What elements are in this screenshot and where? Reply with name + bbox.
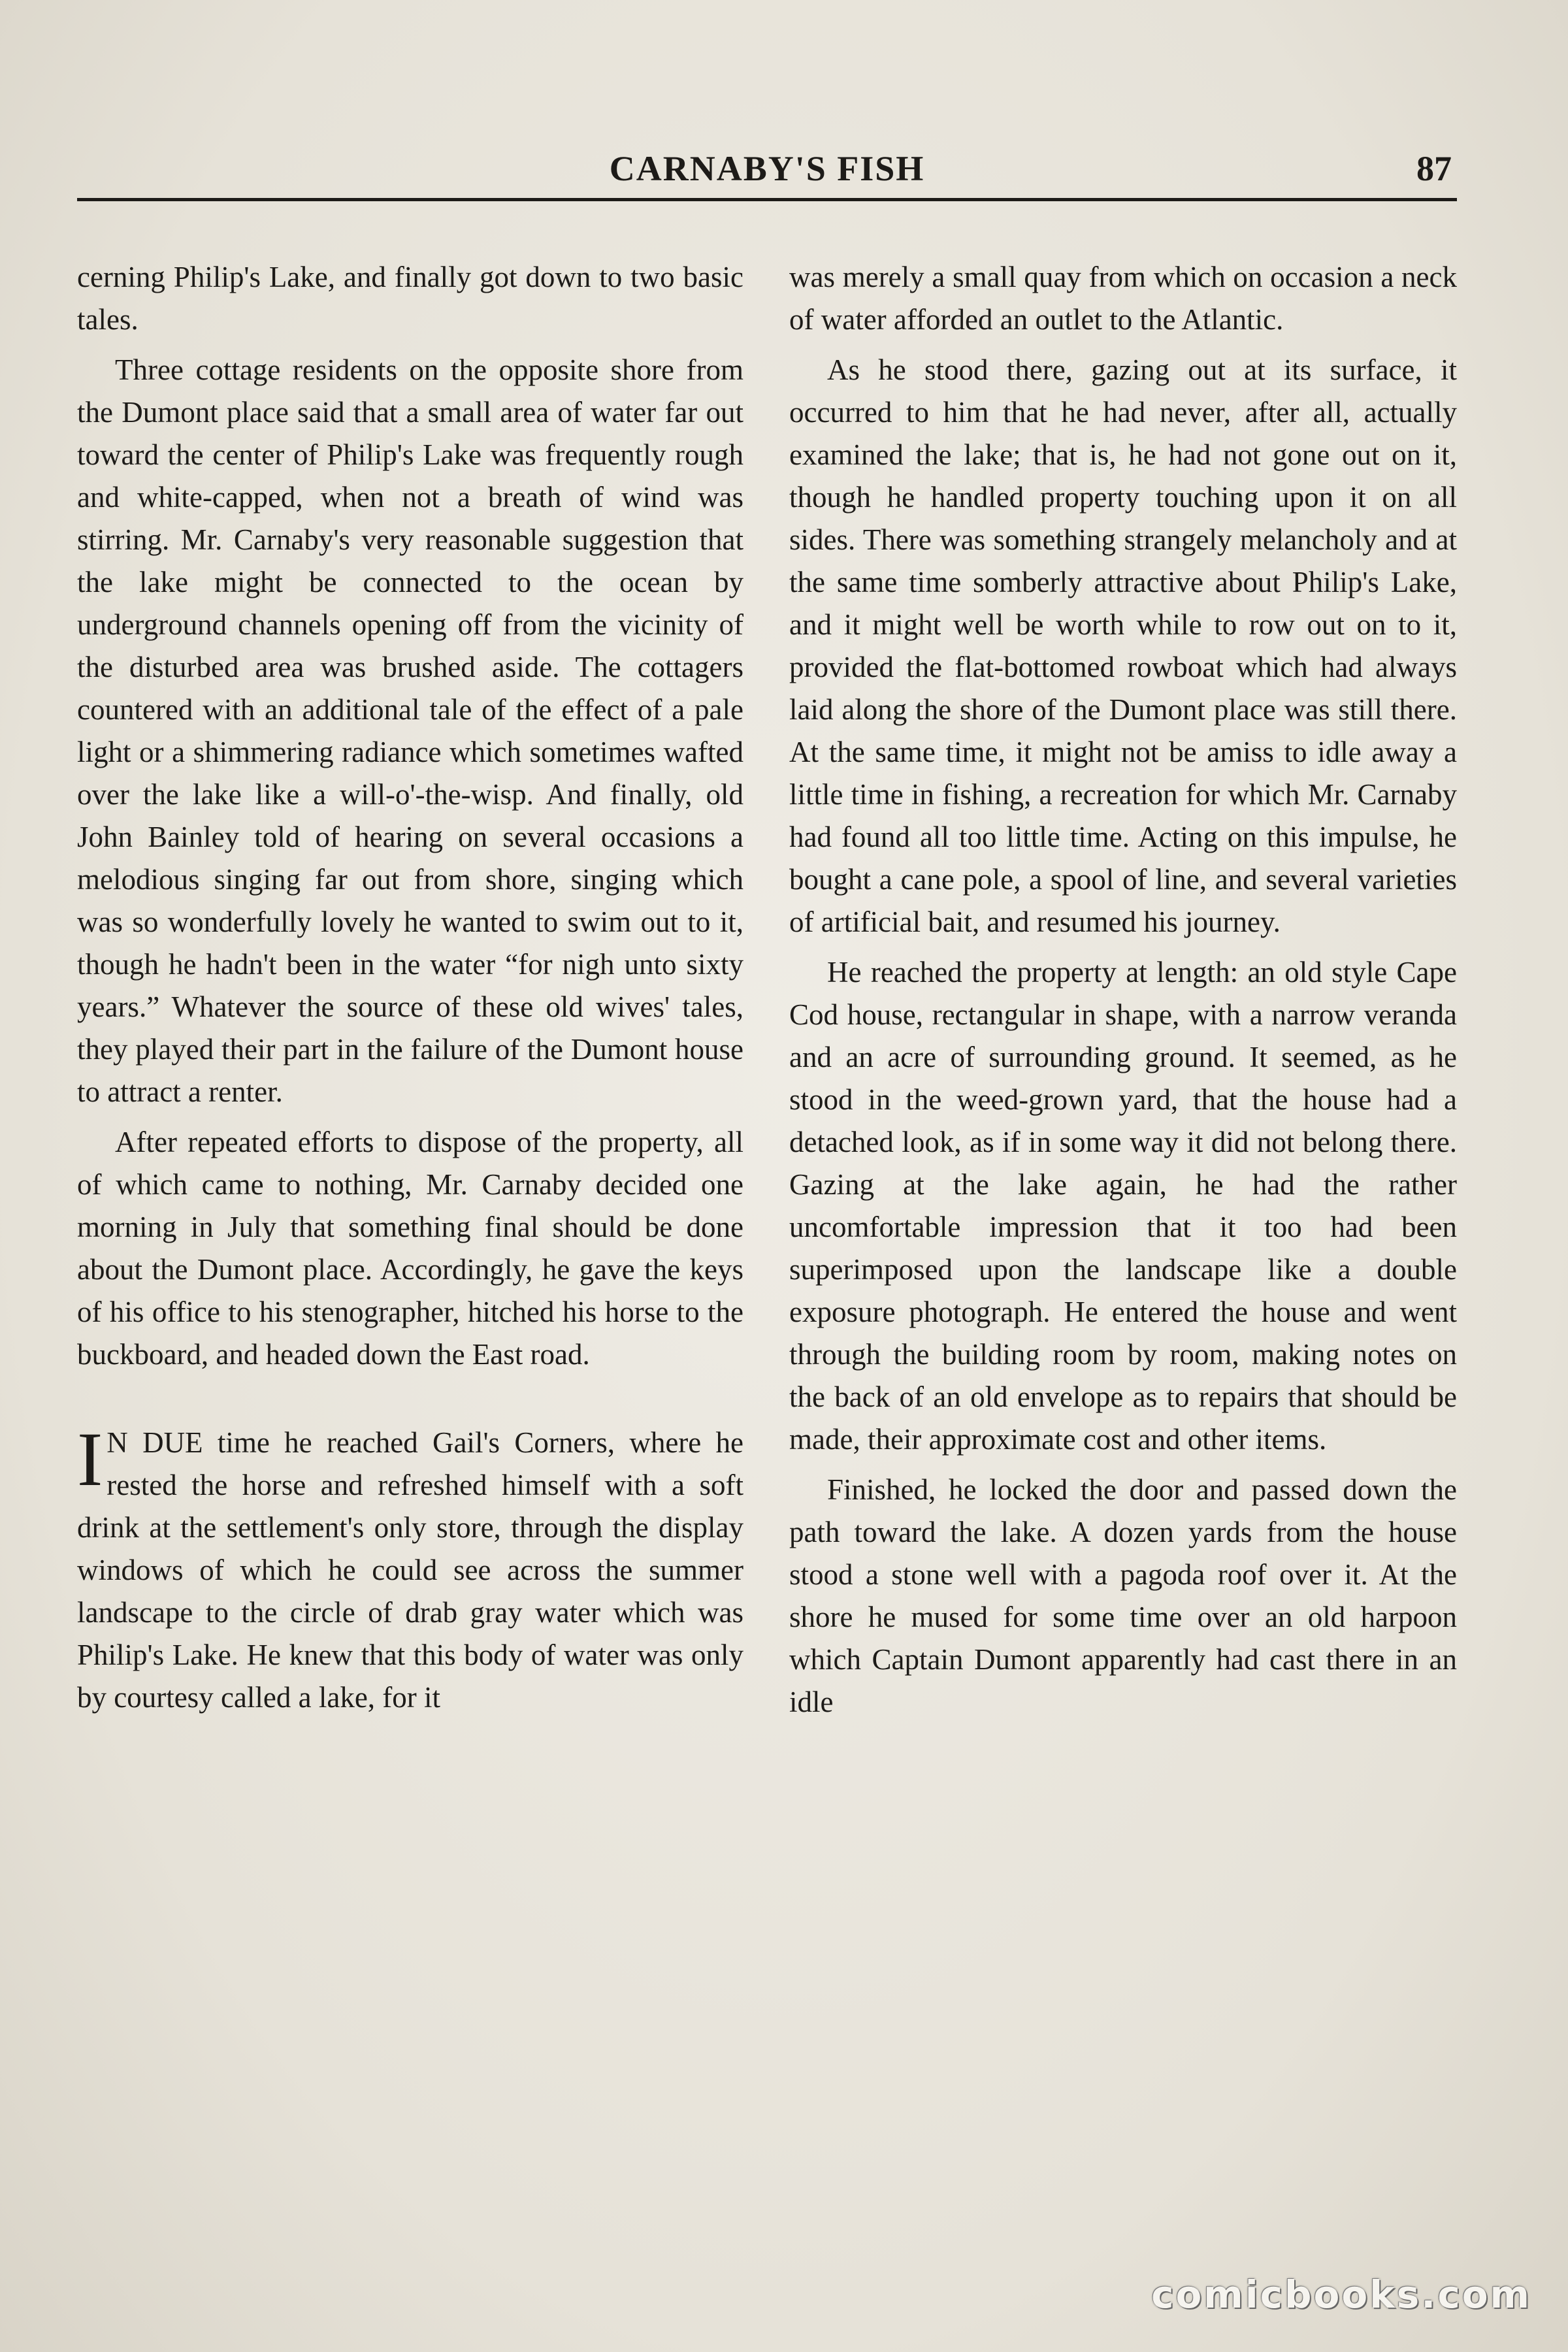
text-column-right [789, 256, 1457, 1731]
drop-cap: I [77, 1416, 103, 1502]
paragraph: After repeated efforts to dispose of the property, all of which came to nothing, Mr. Carnaby decided one morning in July that something final should be done about the Dumont place. Accordingly, he gave the keys of his office to his stenographer, hitched his horse to the buckboard, and headed down the East road. [77, 1126, 743, 1371]
paragraph: was merely a small quay from which on occasion a neck of water afforded an outlet to the Atlantic. [789, 261, 1457, 336]
site-watermark: comicbooks.com [1151, 2272, 1531, 2317]
paragraph-text: N DUE time he reached Gail's Corners, where he rested the horse and refreshed himself with a soft drink at the settlement's only store, through the display windows of which he could see across the summer landscape to the circle of drab gray water which was Philip's Lake. He knew that this body of water was only by courtesy called a lake, for it [77, 1426, 743, 1714]
paragraph: Three cottage residents on the opposite shore from the Dumont place said that a small area of water far out toward the center of Philip's Lake was frequently rough and white-capped, when not a breath of wind was stirring. Mr. Carnaby's very reasonable suggestion that the lake might be connected to the ocean by underground channels opening off from the vicinity of the disturbed area was brushed aside. The cottagers countered with an additional tale of the effect of a pale light or a shimmering radiance which sometimes wafted over the lake like a will-o'-the-wisp. And finally, old John Bainley told of hearing on several occasions a melodious singing far out from shore, singing which was so wonderfully lovely he wanted to swim out to it, though he hadn't been in the water “for nigh unto sixty years.” Whatever the source of these old wives' tales, they played their part in the failure of the Dumont house to attract a renter. [77, 353, 743, 1108]
text-column-left [77, 256, 743, 1727]
page-number: 87 [1416, 149, 1452, 188]
paragraph: cerning Philip's Lake, and finally got down to two basic tales. [77, 261, 743, 336]
running-title: CARNABY'S FISH [609, 149, 925, 188]
paragraph: As he stood there, gazing out at its surface, it occurred to him that he had never, after all, actually examined the lake; that is, he had not gone out on it, though he handled property touching upon it on all sides. There was something strangely melancholy and at the same time somberly attractive about Philip's Lake, and it might well be worth while to row out on to it, provided the flat-bottomed rowboat which had always laid along the shore of the Dumont place was still there. At the same time, it might not be amiss to idle away a little time in fishing, a recreation for which Mr. Carnaby had found all too little time. Acting on this impulse, he bought a cane pole, a spool of line, and several varieties of artificial bait, and resumed his journey. [789, 353, 1457, 938]
paragraph: Finished, he locked the door and passed down the path toward the lake. A dozen yards from the house stood a stone well with a pagoda roof over it. At the shore he mused for some time over an old harpoon which Captain Dumont apparently had cast there in an idle [789, 1473, 1457, 1718]
running-header [77, 145, 1457, 192]
header-rule [77, 198, 1457, 201]
paragraph: He reached the property at length: an old style Cape Cod house, rectangular in shape, with a narrow veranda and an acre of surrounding ground. It seemed, as he stood in the weed-grown yard, that the house had a detached look, as if in some way it did not belong there. Gazing at the lake again, he had the rather uncomfortable impression that it too had been superimposed upon the landscape like a double exposure photograph. He entered the house and went through the building room by room, making notes on the back of an old envelope as to repairs that should be made, their approximate cost and other items. [789, 956, 1457, 1456]
paragraph-with-drop-cap [77, 1416, 743, 1719]
section-break [77, 1384, 743, 1422]
